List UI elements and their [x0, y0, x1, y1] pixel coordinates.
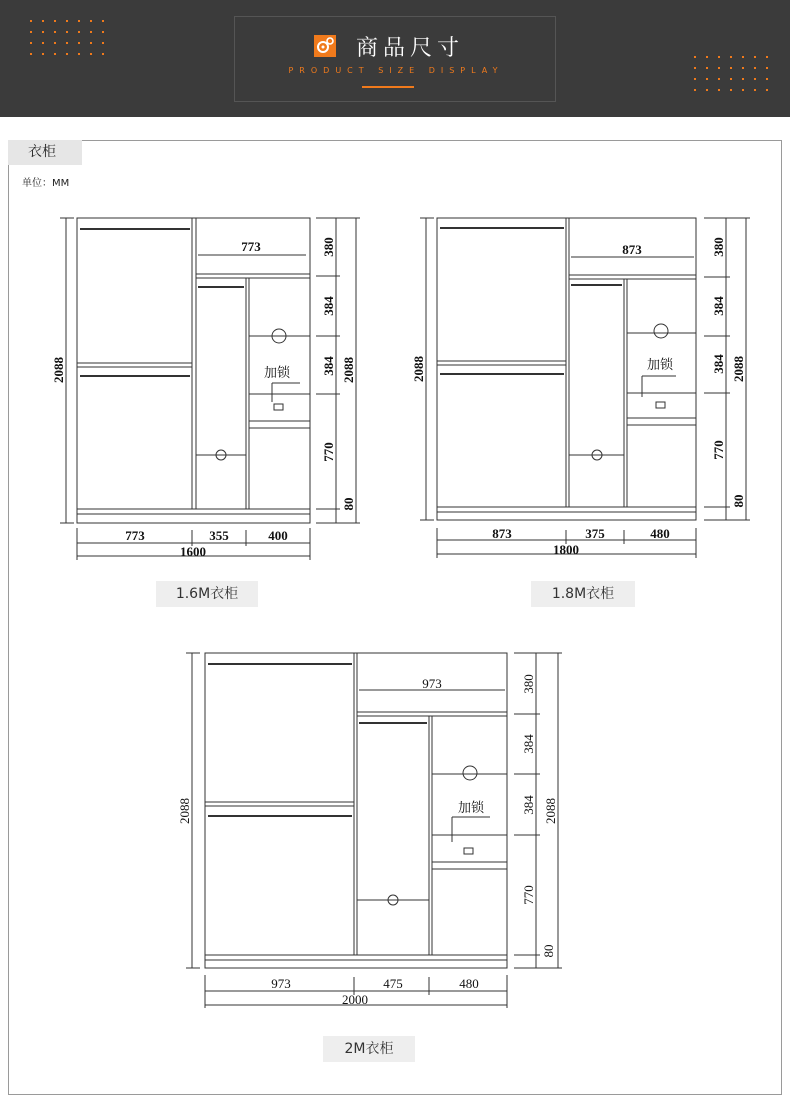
- w3-h3: 384: [521, 795, 536, 815]
- w3-h2: 384: [521, 734, 536, 754]
- w3-lock-label: 加锁: [457, 801, 485, 816]
- w1-mid-width: 355: [209, 528, 229, 543]
- w3-h5: 80: [541, 944, 556, 958]
- w1-right-width: 400: [268, 528, 288, 543]
- w1-h3: 384: [321, 356, 336, 376]
- page-title: 商品尺寸: [356, 36, 465, 61]
- unit-label: 单位：MM: [22, 178, 70, 189]
- w2-mid-width: 375: [585, 526, 605, 541]
- w1-h5: 80: [341, 497, 356, 511]
- w3-mid-width: 475: [383, 976, 403, 991]
- w2-top-width: 873: [622, 242, 642, 257]
- w3-h1: 380: [521, 674, 536, 694]
- w1-total-width: 1600: [180, 544, 206, 559]
- w2-height-left: 2088: [411, 356, 426, 382]
- w2-height-right: 2088: [731, 356, 746, 382]
- w1-top-width: 773: [241, 239, 261, 254]
- wardrobe-1-drawing: [60, 218, 360, 560]
- w1-lock-label: 加锁: [263, 366, 291, 381]
- w2-total-width: 1800: [553, 542, 579, 557]
- caption-2m: 2M衣柜: [323, 1036, 415, 1062]
- w1-height-left: 2088: [51, 357, 66, 383]
- w2-h1: 380: [711, 237, 726, 257]
- w2-h3: 384: [711, 354, 726, 374]
- w1-h4: 770: [321, 442, 336, 462]
- w3-left-width: 973: [271, 976, 291, 991]
- w1-height-right: 2088: [341, 357, 356, 383]
- w2-left-width: 873: [492, 526, 512, 541]
- wardrobe-2-drawing: [420, 218, 750, 558]
- w1-h1: 380: [321, 237, 336, 257]
- section-tag: 衣柜: [8, 140, 82, 165]
- w3-top-width: 973: [422, 676, 442, 691]
- page-subtitle: PRODUCT SIZE DISPLAY: [288, 66, 504, 75]
- w2-h5: 80: [731, 494, 746, 508]
- caption-1-6m: 1.6M衣柜: [156, 581, 258, 607]
- w3-total-width: 2000: [342, 992, 368, 1007]
- w3-height-right: 2088: [543, 798, 558, 824]
- w1-h2: 384: [321, 296, 336, 316]
- w3-h4: 770: [521, 885, 536, 905]
- w2-right-width: 480: [650, 526, 670, 541]
- wardrobe-3-drawing: [186, 653, 562, 1008]
- w2-h2: 384: [711, 296, 726, 316]
- w1-left-width: 773: [125, 528, 145, 543]
- w2-h4: 770: [711, 440, 726, 460]
- caption-1-8m: 1.8M衣柜: [531, 581, 635, 607]
- w3-right-width: 480: [459, 976, 479, 991]
- w3-height-left: 2088: [177, 798, 192, 824]
- w2-lock-label: 加锁: [646, 358, 674, 373]
